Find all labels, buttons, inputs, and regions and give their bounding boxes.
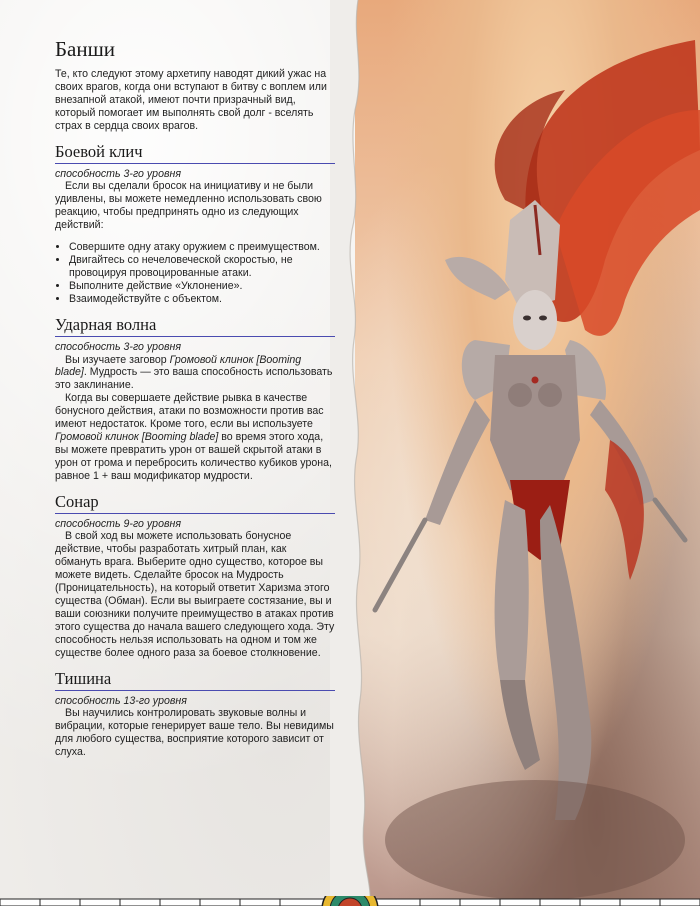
list-item: • Двигайтесь со нечеловеческой скоростью, не провоцируя провоцированные атаки. [69,254,335,280]
page-footer-ornament [0,896,700,906]
list-item: • Совершите одну атаку оружием с преимуществом. [69,241,335,254]
torn-paper-edge [330,0,390,906]
section-heading: Боевой клич [55,142,335,164]
section-heading: Ударная волна [55,315,335,337]
text-run: во время этого хода, вы можете превратить урон от вашей скрытой атаки в урон от грома и перебросить количество кубиков урона, равное 1 + ваш модификатор мудрости. [55,430,332,482]
bullet-list [55,241,335,306]
section-heading: Сонар [55,492,335,514]
list-item: • Взаимодействуйте с объектом. [69,293,335,306]
banshee-illustration [355,0,700,906]
section-paragraph-1 [55,354,335,393]
section-level: способность 9-го уровня [55,517,181,530]
text-column [55,36,335,768]
section-silence [55,669,335,760]
intro-paragraph: Те, кто следуют этому архетипу наводят дикий ужас на своих врагов, когда они вступают в битву с воплем или внезапной атакой, имеют почти призрачный вид, который помогает им выполнять свой долг - вселять страх в сердца своих врагов. [55,68,327,132]
text-run: Вы изучаете заговор [65,353,170,366]
list-item: • Выполните действие «Уклонение». [69,280,335,293]
section-shockwave [55,315,335,483]
section-battle-cry [55,142,335,306]
banshee-figure-art [355,0,700,906]
section-body: Если вы сделали бросок на инициативу и не были удивлены, вы можете немедленно использовать свою реакцию, чтобы предпринять одно из следующих действий: [55,180,322,232]
section-paragraph-2 [55,392,335,482]
section-level: способность 3-го уровня [55,167,181,180]
spell-name: Громовой клинок [Booming blade] [55,430,219,443]
section-level: способность 13-го уровня [55,694,187,707]
section-sonar [55,492,335,660]
section-level: способность 3-го уровня [55,340,181,353]
page-title: Банши [55,37,116,61]
section-heading: Тишина [55,669,335,691]
text-run: Когда вы совершаете действие рывка в качестве бонусного действия, атаки по возможности против вас имеют недостаток. Кроме того, если вы используете [55,392,324,431]
spell-name: Громовой клинок [Booming blade] [55,353,302,379]
section-body: В свой ход вы можете использовать бонусное действие, чтобы разработать хитрый план, как обмануть врага. Выберите одно существо, которое вы можете видеть. Сделайте бросок на Мудрость (Проницательность), на который ответит Харизма этого существа (Обман). Если вы выиграете состязание, вы и ваши союзники получите преимущество в атаках против этого существа до начала вашего следующего хода. Эту способность нельзя использовать на одном и том же существе более одного раза за боевое столкновение. [55,530,335,659]
section-body: Вы научились контролировать звуковые волны и вибрации, которые генерирует ваше тело. Вы невидимы для любого существа, восприятие которого зависит от слуха. [55,707,334,759]
text-run: . Мудрость — это ваша способность использовать это заклинание. [55,366,333,392]
